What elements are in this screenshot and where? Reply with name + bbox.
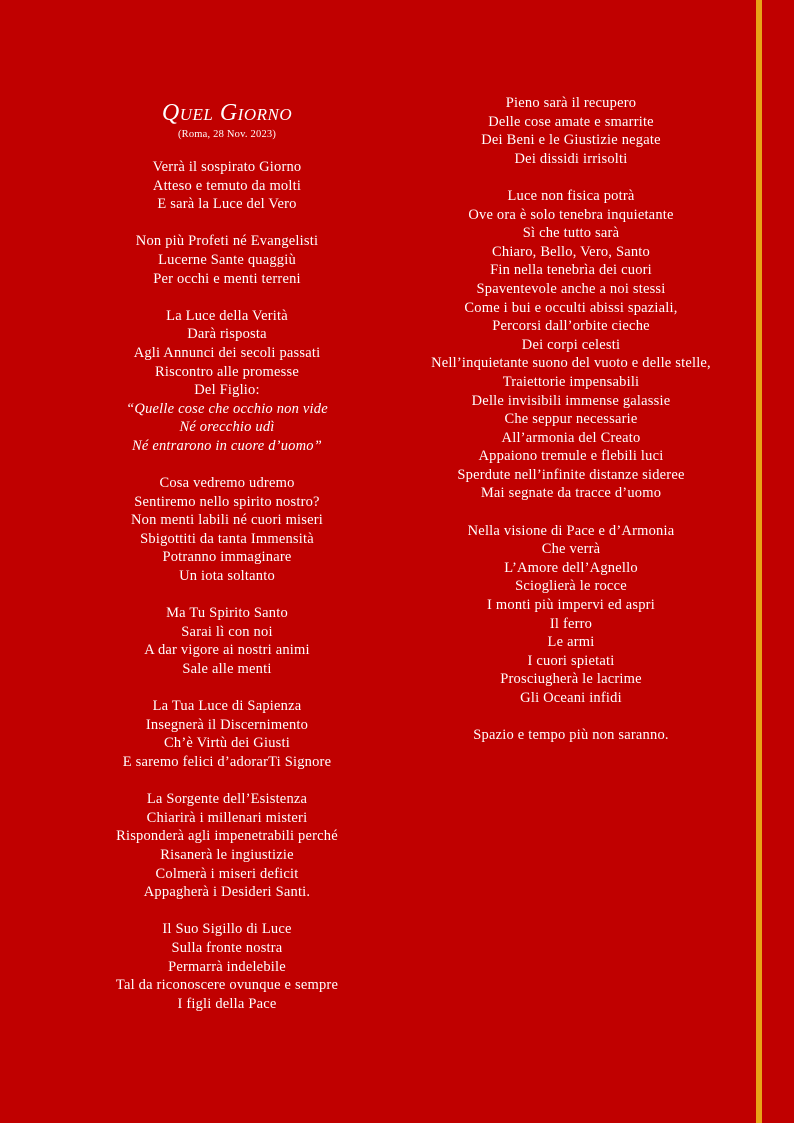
poem-line: Insegnerà il Discernimento	[145, 716, 309, 733]
poem-line: Permarrà indelebile	[168, 958, 286, 975]
poem-line: I monti più impervi ed aspri	[487, 597, 655, 614]
poem-line: Dei Beni e le Giustizie negate	[481, 132, 661, 149]
stanza	[86, 697, 368, 771]
poem-line: Spaventevole anche a noi stessi	[476, 280, 666, 297]
stanza	[86, 307, 368, 456]
poem-line: E saremo felici d’adorarTi Signore	[122, 754, 332, 770]
poem-line: Sì che tutto sarà	[522, 225, 620, 242]
poem-line: E sarà la Luce del Vero	[157, 196, 297, 213]
poem-line: Non più Profeti né Evangelisti	[135, 233, 319, 250]
poem-line: Che verrà	[541, 541, 601, 558]
poem-line: Sale alle menti	[182, 661, 272, 678]
poem-line: Chiaro, Bello, Vero, Santo	[492, 243, 650, 260]
poem-line: Risponderà agli impenetrabili perché	[116, 828, 338, 845]
poem-left-column	[86, 98, 368, 1032]
poem-line: Ove ora è solo tenebra inquietante	[468, 206, 674, 223]
poem-line: Cosa vedremo udremo	[159, 475, 295, 492]
stanza	[86, 232, 368, 288]
poem-line: Sentiremo nello spirito nostro?	[134, 493, 320, 510]
poem-line: Come i bui e occulti abissi spaziali,	[464, 299, 678, 316]
poem-line: Scioglierà le rocce	[515, 578, 627, 595]
stanza	[86, 604, 368, 678]
poem-line: Nell’inquietante suono del vuoto e delle stelle,	[431, 355, 711, 372]
quoted-line: Né orecchio udì	[179, 419, 275, 436]
left-stanzas	[86, 158, 368, 1013]
poem-line: L’Amore dell’Agnello	[504, 559, 638, 576]
poem-line: Sulla fronte nostra	[171, 939, 283, 956]
poem-line: Nella visione di Pace e d’Armonia	[467, 522, 675, 539]
poem-line: Verrà il sospirato Giorno	[152, 159, 302, 175]
poem-line: Sperdute nell’infinite distanze sideree	[457, 466, 685, 483]
poem-line: Ma Tu Spirito Santo	[166, 605, 288, 622]
poem-line: Delle invisibili immense galassie	[471, 392, 671, 409]
right-stanzas	[418, 94, 724, 745]
poem-line: Fin nella tenebrìa dei cuori	[490, 262, 652, 279]
poem-line: Mai segnate da tracce d’uomo	[480, 485, 662, 502]
poem-line: Gli Oceani infidi	[520, 690, 622, 706]
stanza	[418, 726, 724, 745]
poem-line: Prosciugherà le lacrime	[500, 671, 642, 688]
stanza	[418, 187, 724, 503]
stanza	[86, 158, 368, 214]
stanza	[418, 522, 724, 708]
poem-line: Che seppur necessarie	[504, 411, 638, 428]
poem-line: Agli Annunci dei secoli passati	[133, 344, 321, 361]
poem-line: Darà risposta	[187, 326, 267, 343]
poem-line: La Tua Luce di Sapienza	[152, 698, 302, 715]
poem-line: Il ferro	[549, 615, 593, 632]
poem-line: A dar vigore ai nostri animi	[144, 642, 310, 659]
stanza	[86, 790, 368, 902]
quoted-line: Né entrarono in cuore d’uomo”	[132, 437, 322, 454]
poem-line: Per occhi e menti terreni	[153, 270, 301, 287]
stanza	[86, 920, 368, 1013]
poem-line: Non menti labili né cuori miseri	[130, 512, 324, 529]
poem-line: Riscontro alle promesse	[155, 363, 299, 380]
poem-line: Un iota soltanto	[179, 568, 275, 585]
poem-line: All’armonia del Creato	[501, 429, 641, 446]
poem-line: Atteso e temuto da molti	[152, 177, 302, 194]
poem-line: Ch’è Virtù dei Giusti	[164, 735, 290, 752]
poem-line: Chiarirà i millenari misteri	[146, 809, 308, 826]
poem-line: Traiettorie impensabili	[502, 373, 640, 390]
poem-line: Le armi	[547, 634, 595, 651]
stanza	[418, 94, 724, 168]
poem-line: I figli della Pace	[177, 995, 277, 1012]
poem-line: Dei dissidi irrisolti	[514, 150, 628, 167]
poem-title: Quel Giorno	[161, 100, 293, 126]
poem-line: La Luce della Verità	[166, 307, 288, 324]
poem-date: (Roma, 28 Nov. 2023)	[177, 129, 277, 140]
poem-line: Sbigottiti da tanta Immensità	[140, 530, 314, 547]
poem-line: Risanerà le ingiustizie	[160, 846, 294, 863]
poem-line: Delle cose amate e smarrite	[488, 113, 654, 130]
poem-line: Lucerne Sante quaggiù	[158, 251, 296, 268]
poem-line: Potranno immaginare	[162, 549, 292, 566]
decorative-gold-stripe	[756, 0, 762, 1123]
stanza	[86, 474, 368, 586]
poem-right-column	[418, 94, 724, 763]
poem-line: Pieno sarà il recupero	[505, 95, 637, 111]
poem-line: Del Figlio:	[194, 382, 260, 399]
poem-line: Spazio e tempo più non saranno.	[473, 727, 669, 744]
poem-line: Dei corpi celesti	[521, 336, 621, 353]
poem-line: I cuori spietati	[527, 652, 615, 669]
poem-line: Appaiono tremule e flebili luci	[478, 448, 664, 465]
poem-line: Percorsi dall’orbite cieche	[492, 318, 650, 335]
poem-line: Tal da riconoscere ovunque e sempre	[115, 977, 339, 994]
poem-line: Il Suo Sigillo di Luce	[162, 921, 292, 938]
poem-line: Luce non fisica potrà	[507, 187, 635, 204]
poem-line: La Sorgente dell’Esistenza	[146, 791, 308, 808]
poem-line: Colmerà i miseri deficit	[155, 865, 299, 882]
poem-line: Sarai lì con noi	[181, 623, 273, 640]
poem-line: Appagherà i Desideri Santi.	[143, 884, 311, 901]
quoted-line: “Quelle cose che occhio non vide	[126, 400, 328, 417]
